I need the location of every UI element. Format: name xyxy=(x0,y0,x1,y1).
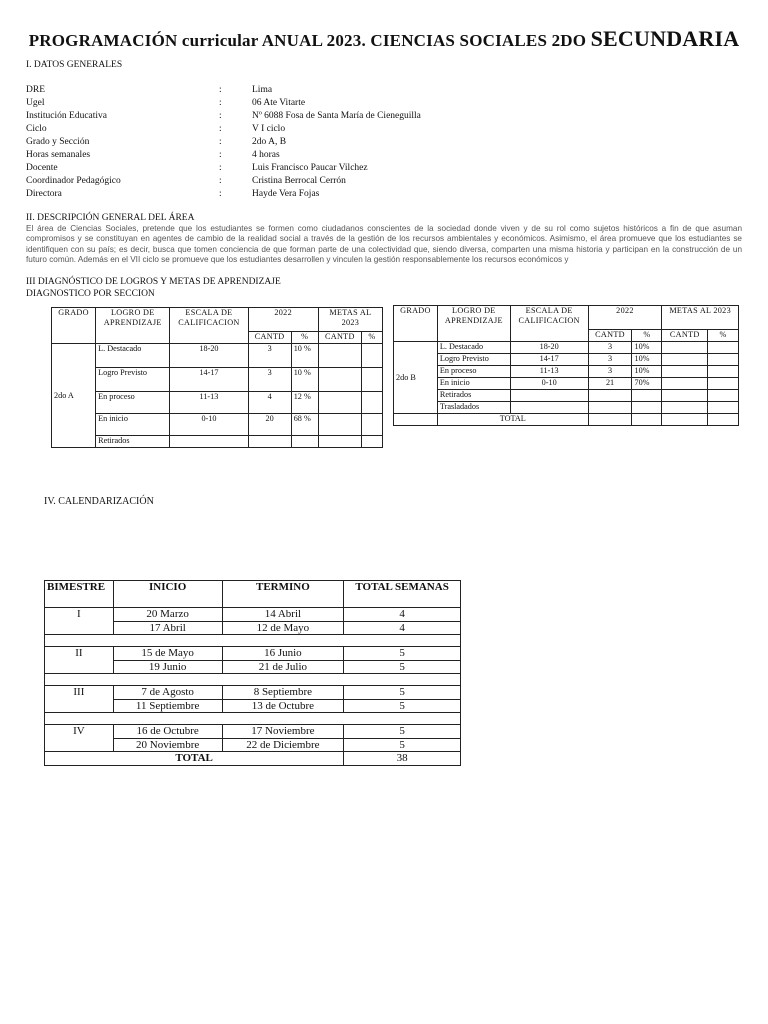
metas-pct-cell xyxy=(708,378,739,390)
logro-cell: Retirados xyxy=(96,436,170,448)
cantd-cell xyxy=(588,402,632,414)
table-row xyxy=(394,402,739,414)
calendar-spacer-row xyxy=(45,635,461,647)
section-heading-descripcion: II. DESCRIPCIÓN GENERAL DEL ÁREA xyxy=(26,213,195,223)
logro-cell: En proceso xyxy=(96,392,170,414)
header-cantd: CANTD xyxy=(248,332,291,344)
termino-cell: 13 de Octubre xyxy=(222,699,344,713)
escala-cell: 0-10 xyxy=(510,378,588,390)
info-value: 2do A, B xyxy=(252,137,287,147)
cantd-cell: 3 xyxy=(588,366,632,378)
document-title xyxy=(0,26,768,52)
cantd-cell: 3 xyxy=(248,344,291,368)
header-metas-cantd: CANTD xyxy=(318,332,361,344)
info-separator: : xyxy=(219,85,222,95)
info-separator: : xyxy=(219,137,222,147)
semanas-cell: 5 xyxy=(344,686,461,700)
info-key: DRE xyxy=(26,85,45,95)
area-description: El área de Ciencias Sociales, pretende que los estudiantes se formen como ciudadanos conscientes de la sociedad donde viven y de su rol como sujetos históricos a fin de que asuman compromisos y se constituyan en agentes de cambio de la realidad social a través de la gestión de los recursos ambientales y económicos. Asimismo, el área promueve que los estudiantes se identifiquen con su país; es decir, busca que tomen conciencia de que forman parte de una colectividad que, siendo diversa, comparten una misma historia y participan en la construcción de un futuro común. Además en el VII ciclo se promueve que los estudiantes desarrollen y vinculen la gestión responsablemente los recursos económicos y xyxy=(26,224,742,264)
total-metas-pct-cell xyxy=(708,414,739,426)
metas-pct-cell xyxy=(708,366,739,378)
info-value: Lima xyxy=(252,85,273,95)
table-row xyxy=(394,390,739,402)
info-key: Ciclo xyxy=(26,124,47,134)
header-year: 2022 xyxy=(588,306,662,330)
metas-cantd-cell xyxy=(318,392,361,414)
pct-cell: 10 % xyxy=(291,344,318,368)
inicio-cell: 17 Abril xyxy=(113,621,222,635)
info-key: Horas semanales xyxy=(26,150,91,160)
info-value: V I ciclo xyxy=(252,124,286,134)
header-escala: ESCALA DE CALIFICACION xyxy=(170,308,248,344)
title-emphasis: SECUNDARIA xyxy=(590,26,740,51)
table-row xyxy=(52,344,383,368)
calendar-row xyxy=(45,686,461,700)
info-separator: : xyxy=(219,163,222,173)
metas-cantd-cell xyxy=(662,402,708,414)
metas-pct-cell xyxy=(361,392,382,414)
table-row xyxy=(394,354,739,366)
info-key: Grado y Sección xyxy=(26,137,90,147)
escala-cell: 14-17 xyxy=(170,368,248,392)
info-separator: : xyxy=(219,111,222,121)
calendar-total-label: TOTAL xyxy=(45,752,344,766)
info-key: Docente xyxy=(26,163,58,173)
calendar-spacer-row xyxy=(45,674,461,686)
table-row xyxy=(52,414,383,436)
bimestre-cell: IV xyxy=(45,725,114,752)
info-key: Institución Educativa xyxy=(26,111,107,121)
termino-cell: 16 Junio xyxy=(222,647,344,661)
calendar-table xyxy=(44,580,461,766)
calendar-row xyxy=(45,647,461,661)
escala-cell xyxy=(170,436,248,448)
cantd-cell xyxy=(588,390,632,402)
metas-pct-cell xyxy=(361,436,382,448)
logro-cell: Trasladados xyxy=(437,402,510,414)
semanas-cell: 5 xyxy=(344,738,461,752)
pct-cell: 10% xyxy=(632,354,662,366)
table-row xyxy=(52,368,383,392)
diagnostic-table-2do-a xyxy=(51,307,383,448)
semanas-cell: 5 xyxy=(344,647,461,661)
header-grado: GRADO xyxy=(52,308,96,344)
inicio-cell: 7 de Agosto xyxy=(113,686,222,700)
escala-cell: 11-13 xyxy=(510,366,588,378)
info-key: Directora xyxy=(26,189,62,199)
metas-cantd-cell xyxy=(662,378,708,390)
cantd-cell: 21 xyxy=(588,378,632,390)
header-termino: TERMINO xyxy=(222,581,344,608)
calendar-row xyxy=(45,608,461,622)
termino-cell: 12 de Mayo xyxy=(222,621,344,635)
header-bimestre: BIMESTRE xyxy=(45,581,114,608)
info-value: 4 horas xyxy=(252,150,280,160)
pct-cell: 12 % xyxy=(291,392,318,414)
section-heading-calendarizacion: IV. CALENDARIZACIÓN xyxy=(44,496,154,507)
section-heading-diagnostico: III DIAGNÓSTICO DE LOGROS Y METAS DE APRENDIZAJE xyxy=(26,277,281,287)
info-separator: : xyxy=(219,150,222,160)
metas-cantd-cell xyxy=(662,390,708,402)
header-logro: LOGRO DE APRENDIZAJE xyxy=(437,306,510,342)
header-pct: % xyxy=(632,330,662,342)
info-separator: : xyxy=(219,98,222,108)
table-row xyxy=(394,366,739,378)
total-metas-cantd-cell xyxy=(662,414,708,426)
cantd-cell: 4 xyxy=(248,392,291,414)
bimestre-cell: III xyxy=(45,686,114,713)
logro-cell: L. Destacado xyxy=(96,344,170,368)
header-inicio: INICIO xyxy=(113,581,222,608)
metas-pct-cell xyxy=(708,354,739,366)
escala-cell: 11-13 xyxy=(170,392,248,414)
total-empty-cell xyxy=(394,414,438,426)
table-row xyxy=(394,378,739,390)
header-logro: LOGRO DE APRENDIZAJE xyxy=(96,308,170,344)
section-subheading-diagnostico: DIAGNOSTICO POR SECCION xyxy=(26,289,155,299)
info-value: Nº 6088 Fosa de Santa María de Cieneguilla xyxy=(252,111,421,121)
metas-cantd-cell xyxy=(318,344,361,368)
info-key: Ugel xyxy=(26,98,45,108)
inicio-cell: 11 Septiembre xyxy=(113,699,222,713)
logro-cell: En inicio xyxy=(96,414,170,436)
header-total-semanas: TOTAL SEMANAS xyxy=(344,581,461,608)
metas-pct-cell xyxy=(361,344,382,368)
escala-cell: 18-20 xyxy=(170,344,248,368)
pct-cell: 68 % xyxy=(291,414,318,436)
header-metas-cantd: CANTD xyxy=(662,330,708,342)
info-separator: : xyxy=(219,176,222,186)
diagnostic-table-2do-b xyxy=(393,305,739,426)
cantd-cell: 3 xyxy=(588,354,632,366)
metas-pct-cell xyxy=(708,402,739,414)
header-cantd: CANTD xyxy=(588,330,632,342)
escala-cell xyxy=(510,390,588,402)
termino-cell: 22 de Diciembre xyxy=(222,738,344,752)
semanas-cell: 5 xyxy=(344,725,461,739)
info-key: Coordinador Pedagógico xyxy=(26,176,121,186)
total-pct-cell xyxy=(632,414,662,426)
logro-cell: En inicio xyxy=(437,378,510,390)
inicio-cell: 20 Noviembre xyxy=(113,738,222,752)
pct-cell xyxy=(632,390,662,402)
inicio-cell: 15 de Mayo xyxy=(113,647,222,661)
spacer-cell xyxy=(45,635,461,647)
calendar-spacer-row xyxy=(45,713,461,725)
logro-cell: L. Destacado xyxy=(437,342,510,354)
metas-cantd-cell xyxy=(662,342,708,354)
metas-cantd-cell xyxy=(318,368,361,392)
termino-cell: 17 Noviembre xyxy=(222,725,344,739)
logro-cell: Logro Previsto xyxy=(96,368,170,392)
grado-cell: 2do B xyxy=(394,342,438,414)
spacer-cell xyxy=(45,713,461,725)
header-metas: METAS AL 2023 xyxy=(662,306,739,330)
header-metas: METAS AL 2023 xyxy=(318,308,382,332)
title-main: PROGRAMACIÓN curricular ANUAL 2023. CIENCIAS SOCIALES 2DO xyxy=(28,31,587,50)
metas-pct-cell xyxy=(708,342,739,354)
termino-cell: 21 de Julio xyxy=(222,660,344,674)
metas-cantd-cell xyxy=(662,366,708,378)
termino-cell: 8 Septiembre xyxy=(222,686,344,700)
header-escala: ESCALA DE CALIFICACION xyxy=(510,306,588,342)
calendar-total-row xyxy=(45,752,461,766)
pct-cell: 10% xyxy=(632,366,662,378)
inicio-cell: 20 Marzo xyxy=(113,608,222,622)
metas-pct-cell xyxy=(708,390,739,402)
cantd-cell: 20 xyxy=(248,414,291,436)
pct-cell xyxy=(291,436,318,448)
table-row xyxy=(52,436,383,448)
header-metas-pct: % xyxy=(361,332,382,344)
escala-cell: 14-17 xyxy=(510,354,588,366)
pct-cell xyxy=(632,402,662,414)
logro-cell: Logro Previsto xyxy=(437,354,510,366)
metas-cantd-cell xyxy=(318,436,361,448)
metas-pct-cell xyxy=(361,368,382,392)
info-value: Luis Francisco Paucar Vilchez xyxy=(252,163,368,173)
escala-cell: 18-20 xyxy=(510,342,588,354)
header-pct: % xyxy=(291,332,318,344)
cantd-cell: 3 xyxy=(248,368,291,392)
pct-cell: 70% xyxy=(632,378,662,390)
header-year: 2022 xyxy=(248,308,318,332)
semanas-cell: 4 xyxy=(344,608,461,622)
bimestre-cell: II xyxy=(45,647,114,674)
metas-cantd-cell xyxy=(318,414,361,436)
semanas-cell: 5 xyxy=(344,660,461,674)
cantd-cell xyxy=(248,436,291,448)
semanas-cell: 5 xyxy=(344,699,461,713)
table-row xyxy=(52,392,383,414)
logro-cell: Retirados xyxy=(437,390,510,402)
section-heading-datos-generales: I. DATOS GENERALES xyxy=(26,60,123,70)
inicio-cell: 16 de Octubre xyxy=(113,725,222,739)
escala-cell: 0-10 xyxy=(170,414,248,436)
pct-cell: 10 % xyxy=(291,368,318,392)
info-separator: : xyxy=(219,124,222,134)
spacer-cell xyxy=(45,674,461,686)
info-value: Hayde Vera Fojas xyxy=(252,189,320,199)
calendar-total-value: 38 xyxy=(344,752,461,766)
semanas-cell: 4 xyxy=(344,621,461,635)
table-total-row xyxy=(394,414,739,426)
info-value: 06 Ate Vitarte xyxy=(252,98,306,108)
header-metas-pct: % xyxy=(708,330,739,342)
grado-cell: 2do A xyxy=(52,344,96,448)
info-separator: : xyxy=(219,189,222,199)
metas-pct-cell xyxy=(361,414,382,436)
total-label: TOTAL xyxy=(437,414,588,426)
logro-cell: En proceso xyxy=(437,366,510,378)
metas-cantd-cell xyxy=(662,354,708,366)
header-grado: GRADO xyxy=(394,306,438,342)
termino-cell: 14 Abril xyxy=(222,608,344,622)
total-cantd-cell xyxy=(588,414,632,426)
calendar-row xyxy=(45,725,461,739)
table-row xyxy=(394,342,739,354)
escala-cell xyxy=(510,402,588,414)
inicio-cell: 19 Junio xyxy=(113,660,222,674)
cantd-cell: 3 xyxy=(588,342,632,354)
bimestre-cell: I xyxy=(45,608,114,635)
info-value: Cristina Berrocal Cerrón xyxy=(252,176,346,186)
pct-cell: 10% xyxy=(632,342,662,354)
